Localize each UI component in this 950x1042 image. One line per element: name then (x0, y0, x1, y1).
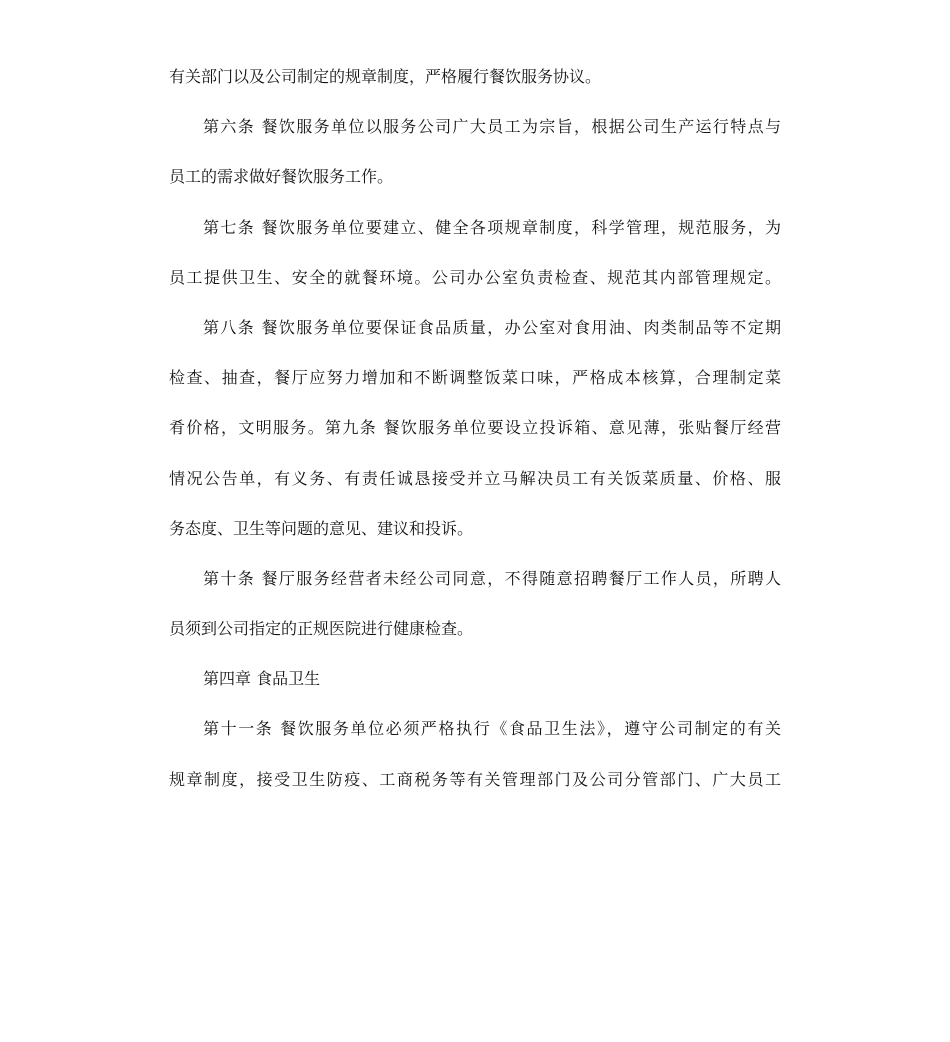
text-line: 第十条 餐厅服务经营者未经公司同意，不得随意招聘餐厅工作人员，所聘人 (203, 568, 781, 588)
text-line: 务态度、卫生等问题的意见、建议和投诉。 (169, 518, 474, 538)
text-line: 规章制度，接受卫生防疫、工商税务等有关管理部门及公司分管部门、广大员工 (169, 769, 781, 789)
text-line: 第十一条 餐饮服务单位必须严格执行《食品卫生法》，遵守公司制定的有关 (203, 719, 781, 739)
text-line: 有关部门以及公司制定的规章制度，严格履行餐饮服务协议。 (169, 67, 602, 86)
document-body (169, 60, 781, 813)
text-line: 员工提供卫生、安全的就餐环境。公司办公室负责检查、规范其内部管理规定。 (169, 267, 781, 287)
text-line: 第四章 食品卫生 (203, 669, 321, 689)
text-line: 情况公告单，有义务、有责任诚恳接受并立马解决员工有关饭菜质量、价格、服 (169, 468, 781, 488)
text-line: 第七条 餐饮服务单位要建立、健全各项规章制度，科学管理，规范服务，为 (203, 217, 781, 237)
text-line: 第六条 餐饮服务单位以服务公司广大员工为宗旨，根据公司生产运行特点与 (203, 117, 781, 137)
text-line: 检查、抽查，餐厅应努力增加和不断调整饭菜口味，严格成本核算，合理制定菜 (169, 368, 781, 388)
text-line: 员工的需求做好餐饮服务工作。 (169, 167, 394, 187)
text-line: 第八条 餐饮服务单位要保证食品质量，办公室对食用油、肉类制品等不定期 (203, 317, 781, 337)
text-line: 肴价格，文明服务。第九条 餐饮服务单位要设立投诉箱、意见薄，张贴餐厅经营 (169, 418, 781, 438)
text-line: 员须到公司指定的正规医院进行健康检查。 (169, 619, 474, 639)
